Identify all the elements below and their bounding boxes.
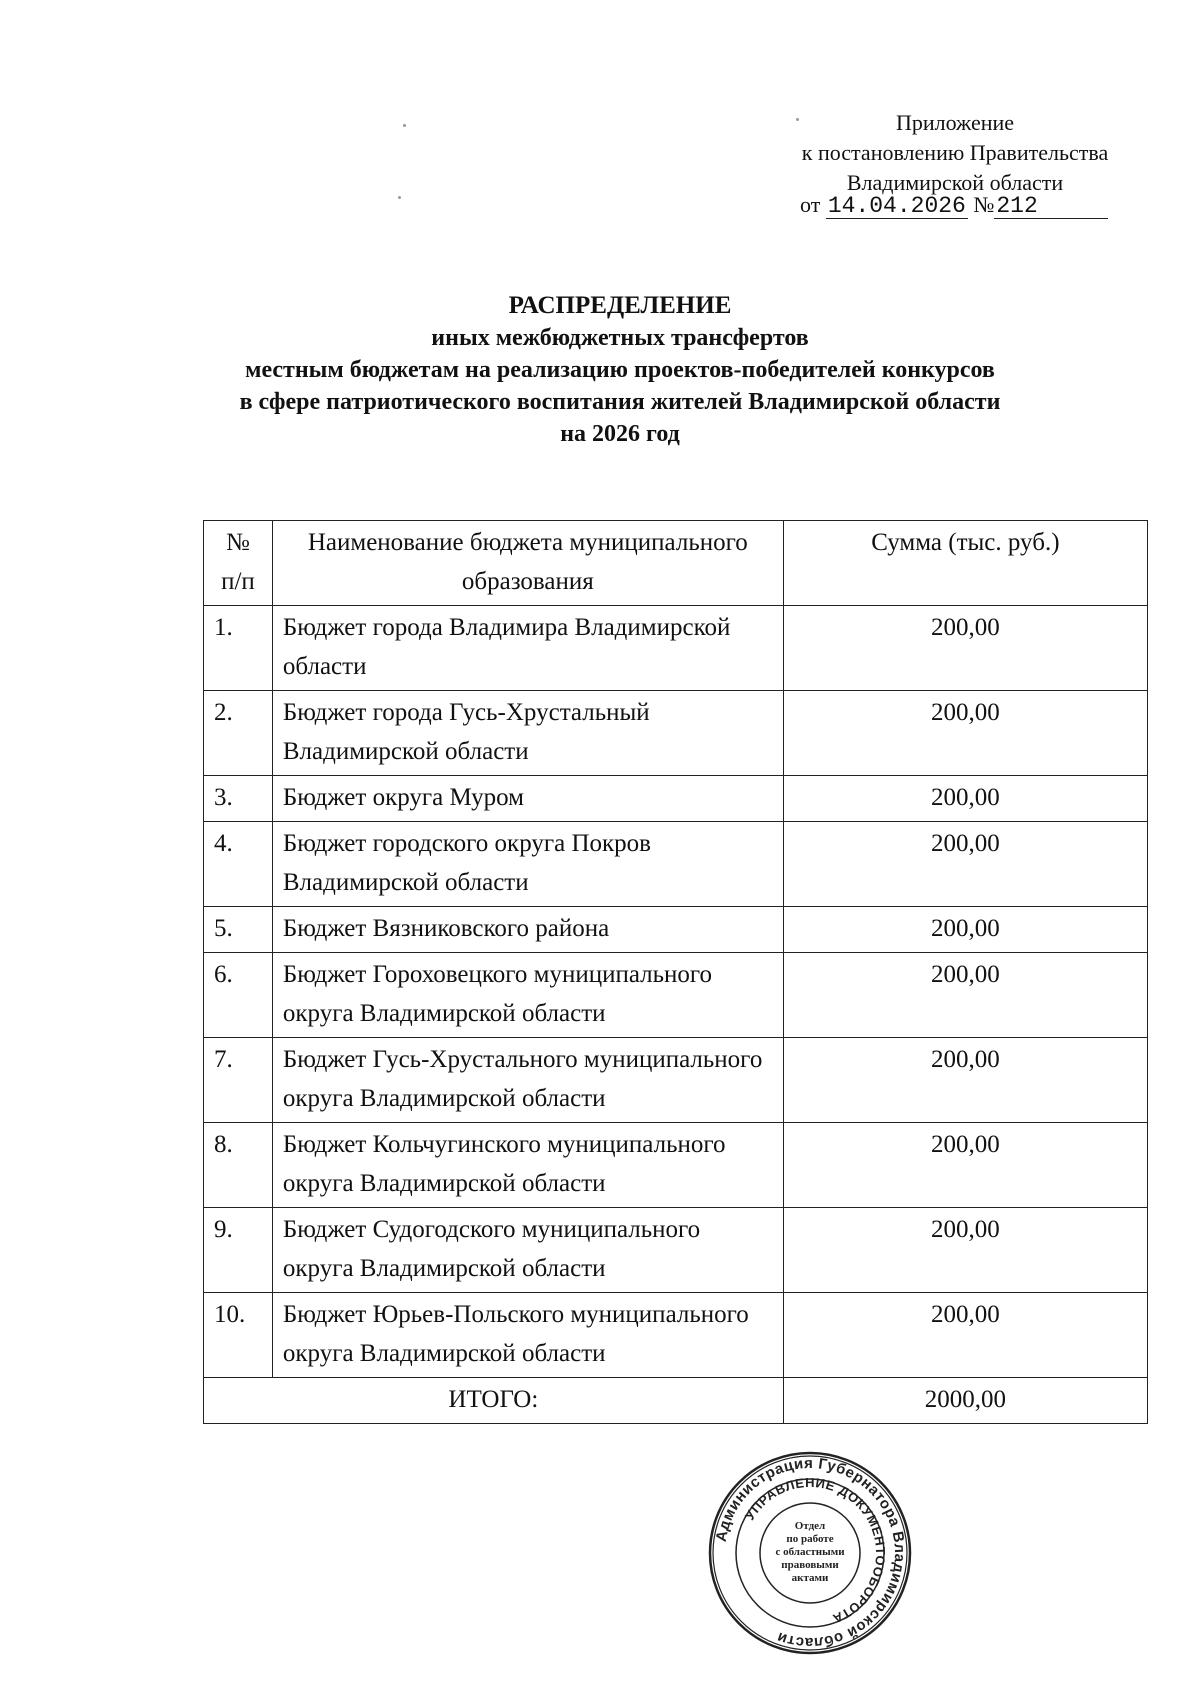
title-heading: РАСПРЕДЕЛЕНИЕ — [508, 292, 732, 319]
appendix-region: Владимирской области — [846, 170, 1064, 195]
row-sum: 200,00 — [783, 953, 1147, 1038]
allocation-table — [203, 520, 1148, 1424]
row-num: 6. — [204, 953, 273, 1038]
official-seal — [705, 1448, 915, 1658]
table-row — [204, 1038, 1148, 1123]
table-header-row — [204, 521, 1148, 606]
row-name: Бюджет Гусь-Хрустального муниципального округа Владимирской области — [272, 1038, 783, 1123]
title-line-4: на 2026 год — [560, 421, 680, 447]
table-row — [204, 776, 1148, 822]
row-num: 5. — [204, 907, 273, 953]
row-name: Бюджет Вязниковского района — [272, 907, 783, 953]
seal-center-line-2: по работе — [786, 1533, 834, 1545]
total-label: ИТОГО: — [204, 1378, 784, 1424]
seal-outer-text: Администрация Губернатора Владимирской области — [712, 1454, 909, 1652]
row-sum: 200,00 — [783, 776, 1147, 822]
header-sum: Сумма (тыс. руб.) — [783, 521, 1147, 606]
seal-center-line-3: с областными — [775, 1546, 845, 1558]
row-num: 9. — [204, 1208, 273, 1293]
seal-center-line-5: актами — [791, 1572, 829, 1584]
seal-center-line-4: правовыми — [781, 1559, 839, 1571]
table-row — [204, 822, 1148, 907]
seal-center-line-1: Отдел — [794, 1520, 826, 1532]
table-row — [204, 1208, 1148, 1293]
total-row — [204, 1378, 1148, 1424]
row-sum: 200,00 — [783, 1123, 1147, 1208]
table-row — [204, 1293, 1148, 1378]
row-name: Бюджет округа Муром — [272, 776, 783, 822]
title-line-1: иных межбюджетных трансфертов — [431, 325, 809, 351]
row-num: 8. — [204, 1123, 273, 1208]
appendix-label: Приложение — [895, 110, 1015, 135]
row-num: 1. — [204, 606, 273, 691]
row-sum: 200,00 — [783, 1293, 1147, 1378]
table-row — [204, 907, 1148, 953]
number-prefix: № — [973, 192, 995, 217]
row-num: 7. — [204, 1038, 273, 1123]
row-name: Бюджет Гороховецкого муниципального округа Владимирской области — [272, 953, 783, 1038]
row-name: Бюджет города Владимира Владимирской области — [272, 606, 783, 691]
row-name: Бюджет Кольчугинского муниципального округа Владимирской области — [272, 1123, 783, 1208]
decree-date-line — [800, 192, 1108, 219]
row-num: 3. — [204, 776, 273, 822]
row-name: Бюджет Судогодского муниципального округа Владимирской области — [272, 1208, 783, 1293]
row-num: 2. — [204, 691, 273, 776]
date-prefix: от — [800, 192, 821, 217]
row-sum: 200,00 — [783, 1038, 1147, 1123]
row-sum: 200,00 — [783, 691, 1147, 776]
scan-speck — [398, 196, 401, 199]
table-row — [204, 606, 1148, 691]
row-sum: 200,00 — [783, 907, 1147, 953]
decree-date: 14.04.2026 — [827, 193, 966, 219]
row-sum: 200,00 — [783, 606, 1147, 691]
row-num: 4. — [204, 822, 273, 907]
row-name: Бюджет Юрьев-Польского муниципального округа Владимирской области — [272, 1293, 783, 1378]
row-num: 10. — [204, 1293, 273, 1378]
row-sum: 200,00 — [783, 822, 1147, 907]
table-row — [204, 1123, 1148, 1208]
title-line-2: местным бюджетам на реализацию проектов-победителей конкурсов — [245, 357, 995, 383]
row-name: Бюджет города Гусь-Хрустальный Владимирской области — [272, 691, 783, 776]
table-row — [204, 953, 1148, 1038]
title-line-3: в сфере патриотического воспитания жителей Владимирской области — [239, 389, 1001, 415]
scan-speck — [403, 124, 406, 127]
seal-inner-text: УПРАВЛЕНИЕ ДОКУМЕНТООБОРОТА — [741, 1474, 889, 1627]
header-num: № п/п — [204, 521, 273, 606]
document-title — [120, 290, 1120, 450]
row-sum: 200,00 — [783, 1208, 1147, 1293]
appendix-block — [780, 108, 1130, 198]
appendix-decree-ref: к постановлению Правительства — [801, 140, 1109, 165]
total-sum: 2000,00 — [783, 1378, 1147, 1424]
table-row — [204, 691, 1148, 776]
scan-speck — [796, 118, 799, 121]
header-name: Наименование бюджета муниципального образования — [272, 521, 783, 606]
row-name: Бюджет городского округа Покров Владимирской области — [272, 822, 783, 907]
decree-number: 212 — [994, 194, 1108, 219]
